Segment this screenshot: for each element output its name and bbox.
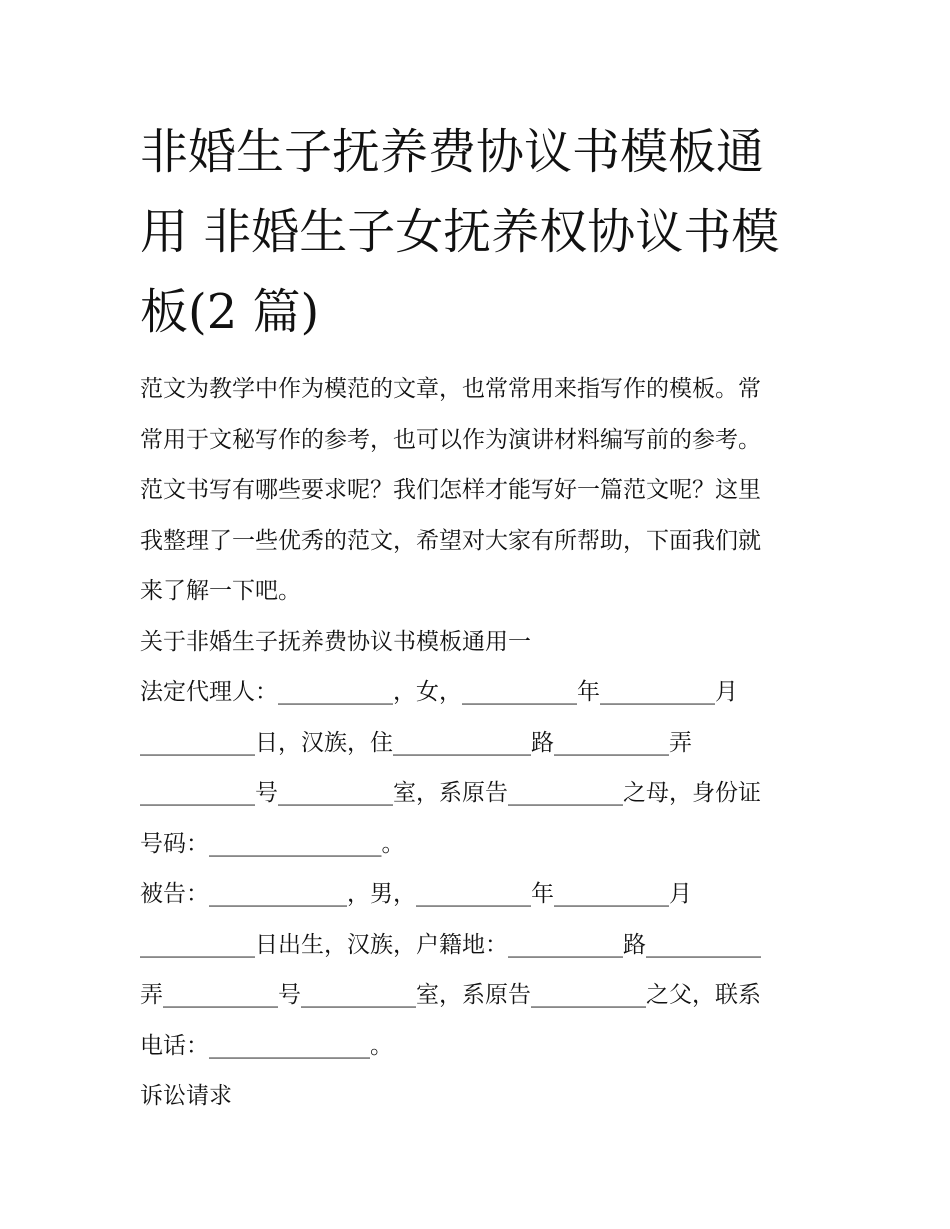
intro-paragraph (140, 364, 820, 617)
agent-line-3: __________号__________室，系原告__________之母，身份证 (140, 780, 761, 806)
defendant-line-2: __________日出生，汉族，户籍地：__________路__________ (140, 931, 761, 958)
defendant-line-3: 弄__________号__________室，系原告__________之父，联系 (140, 982, 761, 1008)
title-line-1: 非婚生子抚养费协议书模板通 (140, 124, 765, 180)
defendant-paragraph (140, 869, 820, 1071)
intro-line-4: 我整理了一些优秀的范文，希望对大家有所帮助，下面我们就 (140, 527, 761, 554)
document-title (140, 112, 820, 352)
title-line-2: 用 非婚生子女抚养权协议书模 (140, 204, 780, 260)
intro-line-5: 来了解一下吧。 (140, 578, 301, 604)
agent-line-1: 法定代理人：__________，女，__________年__________月 (140, 679, 738, 705)
claims-heading: 诉讼请求 (140, 1083, 232, 1109)
agent-line-4: 号码：_______________。 (140, 830, 405, 857)
title-line-3: 板(2 篇) (140, 284, 320, 340)
agent-line-2: __________日，汉族，住____________路__________弄 (140, 729, 692, 756)
intro-line-3: 范文书写有哪些要求呢？我们怎样才能写好一篇范文呢？这里 (140, 477, 761, 503)
document-content (140, 112, 820, 1122)
section-heading: 关于非婚生子抚养费协议书模板通用一 (140, 628, 531, 655)
intro-line-2: 常用于文秘写作的参考，也可以作为演讲材料编写前的参考。 (140, 426, 761, 453)
legal-agent-paragraph (140, 667, 820, 869)
defendant-line-4: 电话：______________。 (140, 1032, 393, 1059)
intro-line-1: 范文为教学中作为模范的文章，也常常用来指写作的模板。常 (140, 376, 761, 402)
defendant-line-1: 被告：____________，男，__________年__________月 (140, 881, 692, 907)
